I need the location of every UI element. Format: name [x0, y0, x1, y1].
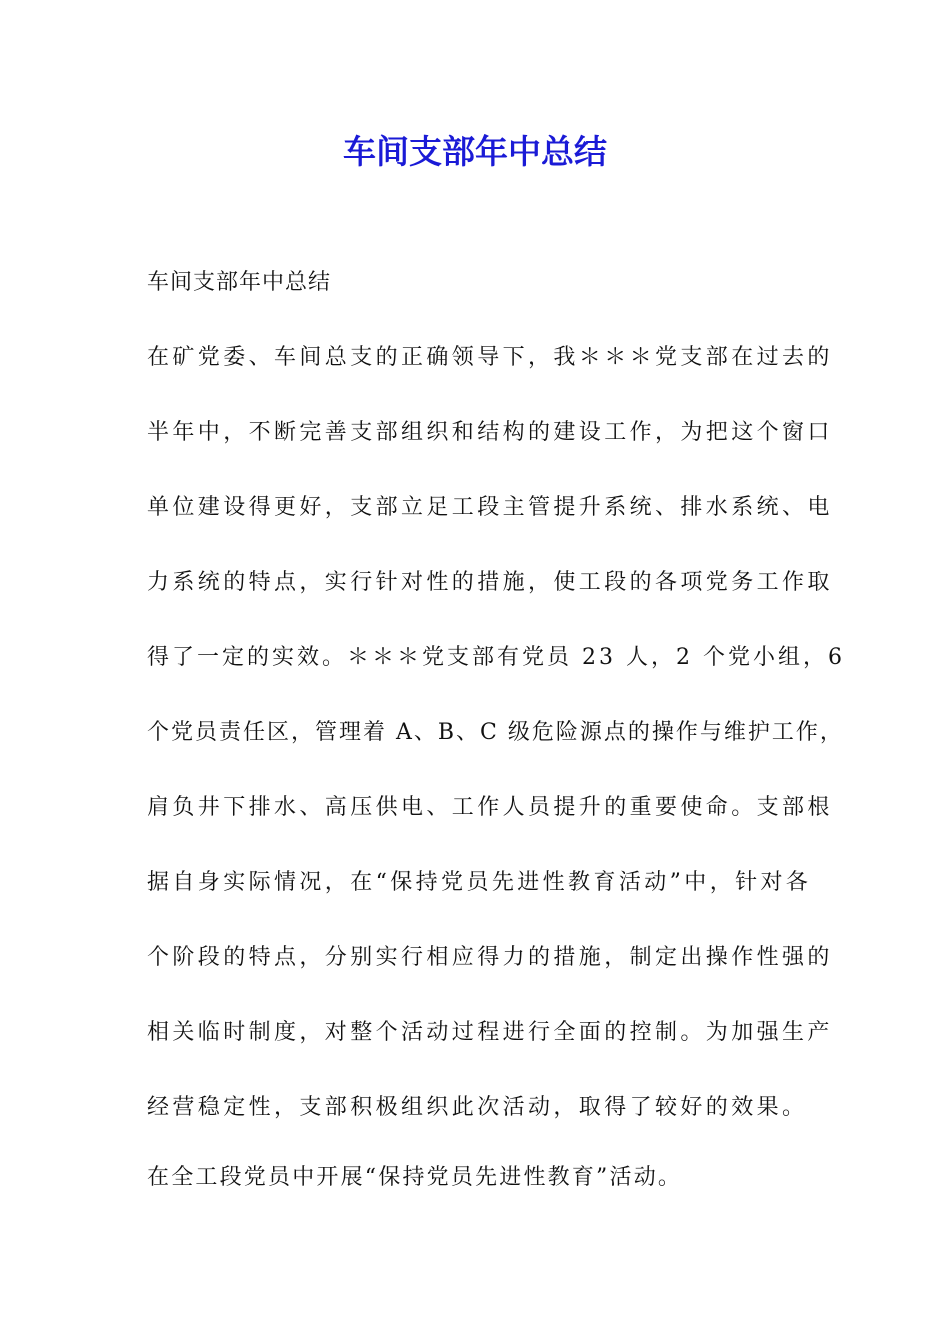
body-line: 相关临时制度，对整个活动过程进行全面的控制。为加强生产: [147, 1020, 833, 1045]
body-line: 得了一定的实效。＊＊＊党支部有党员 23 人，2 个党小组，6: [147, 645, 845, 670]
body-line: 半年中，不断完善支部组织和结构的建设工作，为把这个窗口: [147, 420, 833, 445]
body-line: 个阶段的特点，分别实行相应得力的措施，制定出操作性强的: [147, 945, 833, 970]
body-line: 经营稳定性，支部积极组织此次活动，取得了较好的效果。: [147, 1095, 808, 1120]
document-subtitle: 车间支部年中总结: [147, 270, 332, 295]
body-line: 个党员责任区，管理着 A、B、C 级危险源点的操作与维护工作，: [147, 720, 844, 745]
body-line: 肩负井下排水、高压供电、工作人员提升的重要使命。支部根: [147, 795, 833, 820]
body-line: 力系统的特点，实行针对性的措施，使工段的各项党务工作取: [147, 570, 833, 595]
body-line: 在全工段党员中开展“保持党员先进性教育”活动。: [147, 1165, 683, 1190]
body-line: 单位建设得更好，支部立足工段主管提升系统、排水系统、电: [147, 495, 833, 520]
document-title: 车间支部年中总结: [343, 132, 607, 171]
body-line: 据自身实际情况，在“保持党员先进性教育活动”中，针对各: [147, 870, 812, 895]
body-line: 在矿党委、车间总支的正确领导下，我＊＊＊党支部在过去的: [147, 345, 833, 370]
